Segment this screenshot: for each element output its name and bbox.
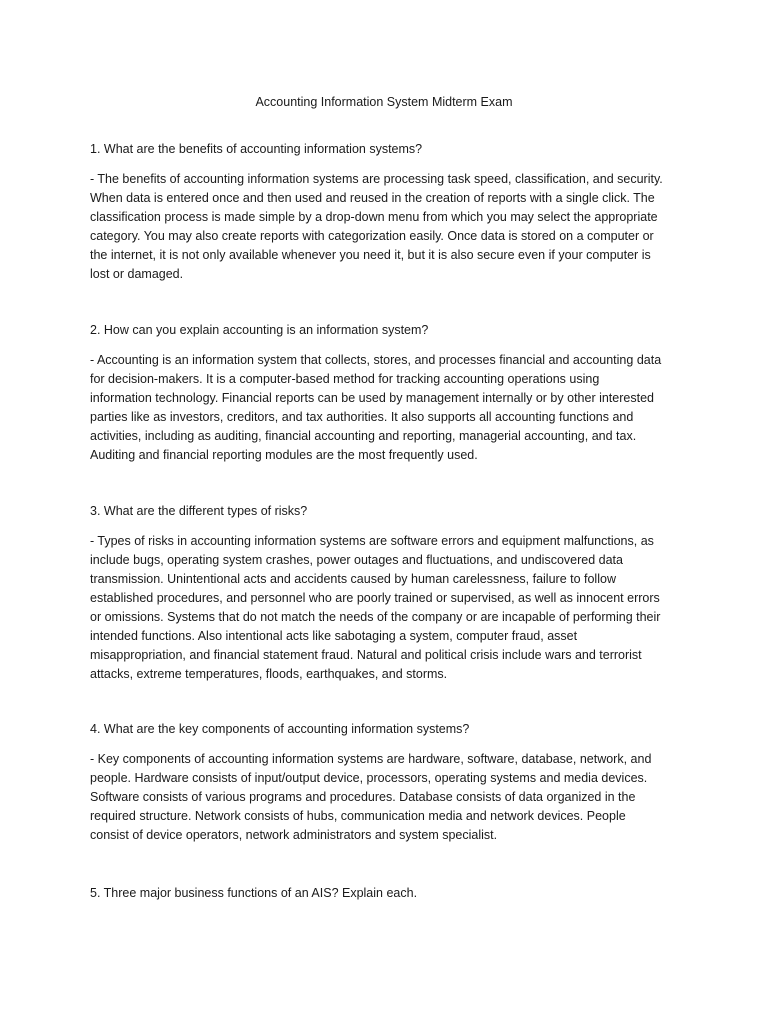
answer-line: the internet, it is not only available whenever you need it, but it is also secure even if your computer is (90, 248, 651, 262)
answer-line: lost or damaged. (90, 267, 184, 281)
question-3: 3. What are the different types of risks? (90, 504, 308, 518)
answer-line: Software consists of various programs and procedures. Database consists of data organized in the (90, 790, 636, 804)
answer-line: - Key components of accounting information systems are hardware, software, database, network, and (90, 752, 652, 766)
answer-line: intended functions. Also intentional acts like sabotaging a system, computer fraud, asset (90, 629, 578, 643)
answer-line: information technology. Financial reports can be used by management internally or by other interested (90, 391, 654, 405)
answer-line: required structure. Network consists of hubs, communication media and network devices. People (90, 809, 626, 823)
question-section-2 (90, 321, 690, 465)
answer-2 (90, 351, 690, 465)
answer-line: - The benefits of accounting information systems are processing task speed, classification, and security. (90, 172, 663, 186)
answer-line: attacks, extreme temperatures, floods, earthquakes, and storms. (90, 667, 448, 681)
question-5: 5. Three major business functions of an AIS? Explain each. (90, 886, 418, 900)
question-2: 2. How can you explain accounting is an information system? (90, 323, 429, 337)
answer-line: or omissions. Systems that do not match the needs of the company or are incapable of performing their (90, 610, 661, 624)
question-4: 4. What are the key components of accounting information systems? (90, 722, 470, 736)
answer-line: - Types of risks in accounting information systems are software errors and equipment malfunctions, as (90, 534, 654, 548)
answer-4 (90, 750, 690, 845)
question-section-3 (90, 502, 690, 684)
answer-line: established procedures, and personnel who are poorly trained or supervised, as well as innocent errors (90, 591, 660, 605)
answer-1 (90, 170, 690, 284)
answer-line: - Accounting is an information system that collects, stores, and processes financial and accounting data (90, 353, 662, 367)
answer-line: parties like as investors, creditors, and tax authorities. It also supports all accounting functions and (90, 410, 634, 424)
question-1: 1. What are the benefits of accounting information systems? (90, 142, 423, 156)
answer-line: include bugs, operating system crashes, power outages and fluctuations, and undiscovered data (90, 553, 623, 567)
answer-line: consist of device operators, network administrators and system specialist. (90, 828, 498, 842)
answer-line: transmission. Unintentional acts and accidents caused by human carelessness, failure to follow (90, 572, 616, 586)
question-section-4 (90, 720, 690, 845)
answer-line: When data is entered once and then used and reused in the creation of reports with a single click. The (90, 191, 655, 205)
answer-line: activities, including as auditing, financial accounting and reporting, managerial accounting, and tax. (90, 429, 637, 443)
answer-line: category. You may also create reports with categorization easily. Once data is stored on a computer or (90, 229, 654, 243)
answer-line: classification process is made simple by a drop-down menu from which you may select the appropriate (90, 210, 658, 224)
answer-line: Auditing and financial reporting modules are the most frequently used. (90, 448, 478, 462)
document-title: Accounting Information System Midterm Exam (255, 95, 513, 109)
answer-line: misappropriation, and financial statement fraud. Natural and political crisis include wars and terrorist (90, 648, 642, 662)
answer-line: people. Hardware consists of input/output device, processors, operating systems and media devices. (90, 771, 648, 785)
question-section-1 (90, 140, 690, 284)
question-section-5 (90, 884, 690, 914)
answer-line: for decision-makers. It is a computer-based method for tracking accounting operations using (90, 372, 600, 386)
answer-3 (90, 532, 690, 684)
